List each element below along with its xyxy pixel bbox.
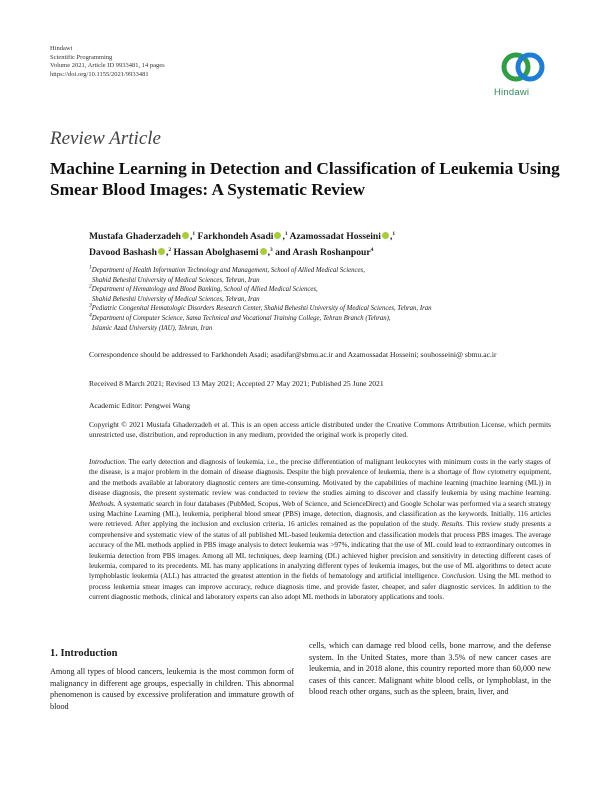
affiliation-item: $^2$Department of Hematology and Blood Banking, School of Allied Medical Sciences,	[89, 283, 318, 294]
volume-info: Volume 2021, Article ID 9933481, 14 pages	[50, 62, 165, 69]
publication-dates: Received 8 March 2021; Revised 13 May 2021; Accepted 27 May 2021; Published 25 June 2021	[89, 379, 384, 388]
body-column-left: Among all types of blood cancers, leukemia is the most common form of malignancy in different age groups, especially in children. This abnormal phenomenon is caused by excessive proliferation and immature growth of blood	[50, 667, 294, 711]
author-affil-sup: 1	[192, 230, 196, 237]
orcid-icon[interactable]	[158, 248, 165, 255]
journal-meta	[50, 45, 165, 79]
affiliation-item: Islamic Azad University (IAU), Tehran, Iran	[92, 324, 213, 332]
author-affil-sup: 3	[270, 246, 273, 253]
body-column-right: cells, which can damage red blood cells, bone marrow, and the defense system. In the United States, more than 3.5% of new cancer cases are leukemia, and in 2018 alone, this country reported more than 60,000 new cases of this cancer. Malignant white blood cells, or lymphoblast, in the blood reach other organs, such as the spleen, brain, liver, and	[309, 641, 551, 697]
academic-editor: Academic Editor: Pengwei Wang	[89, 401, 191, 410]
affiliation-item: Shahid Beheshti University of Medical Sciences, Tehran, Iran	[92, 295, 260, 303]
abstract-conclusion-text: Using the ML method to process leukemia smear images can improve accuracy, reduce diagnosis time, and provide faster, cheaper, and safer diagnostic services. In addition to the current diagnostic methods, clinical and laboratory experts can also adopt ML methods in laboratory applications and tools.	[89, 572, 551, 602]
author-name: Mustafa Ghaderzadeh	[89, 231, 181, 242]
journal-name: Scientific Programming	[50, 53, 113, 61]
publisher-name: Hindawi	[50, 45, 73, 52]
paper-title: Machine Learning in Detection and Classification of Leukemia Using Smear Blood Images: A Systematic Review	[50, 159, 560, 199]
abstract-conclusion-label: Conclusion.	[441, 572, 477, 581]
orcid-icon[interactable]	[182, 232, 189, 239]
author-affil-sup: 4	[370, 246, 374, 253]
copyright-notice: Copyright © 2021 Mustafa Ghaderzadeh et al. This is an open access article distributed under the Creative Commons Attribution License, which permits unrestricted use, distribution, and reproduction in any medium, provided the original work is properly cited.	[89, 420, 551, 440]
logo-rings-icon	[500, 48, 546, 86]
section-heading: 1. Introduction	[50, 648, 118, 659]
affiliation-item: $^3$Pediatric Congenital Hematologic Disorders Research Center, Shahid Beheshti University of Medical Sciences, Tehran, Iran	[89, 303, 432, 313]
author-affil-sup: 2	[168, 246, 172, 253]
author-name: Farkhondeh Asadi	[197, 231, 274, 242]
abstract-intro-text: The early detection and diagnosis of leukemia, i.e., the precise differentiation of malignant leukocytes with minimum costs in the early stages of the disease, is a major problem in the domain of disease diagnosis. Despite the high prevalence of leukemia, there is a shortage of flow cytometry equipment, and the methods available at laboratory diagnostic centers are time-consuming. Motivated by the capabilities of machine learning (machine learning (ML)) in disease diagnosis, the present systematic review was conducted to review the studies aiming to discover and classify leukemia by using machine learning.	[89, 458, 551, 498]
orcid-icon[interactable]	[382, 232, 389, 239]
hindawi-logo	[494, 48, 556, 98]
affiliation-item: $^1$Department of Health Information Technology and Management, School of Allied Medical Sciences,	[89, 264, 365, 274]
abstract-methods-text: A systematic search in four databases (PubMed, Scopus, Web of Science, and ScienceDirect) and Google Scholar was performed via a search strategy using Machine Learning (ML), leukemia, peripheral blood smear (PBS) image, detection, diagnosis, and classification as the keywords. Initially, 116 articles were retrieved. After applying the inclusion and exclusion criteria, 16 articles remained as the population of the study.	[89, 499, 551, 529]
author-name: Hassan Abolghasemi	[173, 247, 259, 258]
author-affil-sup: 1	[284, 230, 288, 237]
orcid-icon[interactable]	[274, 232, 281, 239]
abstract-results-label: Results.	[441, 520, 465, 529]
affiliations	[89, 266, 554, 333]
abstract-intro-label: Introduction.	[89, 458, 127, 466]
doi-link[interactable]: https://doi.org/10.1155/2021/9933481	[50, 70, 149, 78]
logo-text: Hindawi	[494, 87, 530, 98]
author-name: Davood Bashash	[89, 247, 157, 258]
affiliation-item: $^4$Department of Computer Science, Sama Technical and Vocational Training College, Tehran Branch (Tehran),	[89, 312, 391, 322]
abstract-methods-label: Methods.	[89, 499, 116, 508]
abstract-results-text: This review study presents a comprehensive and systematic view of the status of all published ML-based leukemia detection and classification models that process PBS images. The average accuracy of the ML methods applied in PBS image analysis to detect leukemia was >97%, indicating that the use of ML could lead to extraordinary outcomes in leukemia detection from PBS images. Among all ML techniques, deep learning (DL) achieved higher precision and sensitivity in detecting different cases of leukemia, compared to its precedents. ML has many applications in analyzing different types of leukemia images, but the use of ML algorithms to detect acute lymphoblastic leukemia (ALL) has attracted the greatest attention in the fields of hematology and artificial intelligence.	[89, 520, 551, 581]
author-name: Azamossadat Hosseini	[289, 231, 381, 242]
orcid-icon[interactable]	[260, 248, 267, 255]
author-affil-sup: 1	[392, 230, 396, 237]
article-type: Review Article	[50, 128, 161, 149]
author-name: Arash Roshanpour	[292, 247, 371, 258]
abstract	[89, 457, 551, 603]
correspondence: Correspondence should be addressed to Farkhondeh Asadi; asadifar@sbmu.ac.ir and Azamossadat Hosseini; souhosseini@ sbmu.ac.ir	[89, 350, 497, 359]
affiliation-item: Shahid Beheshti University of Medical Sciences, Tehran, Iran	[92, 276, 260, 284]
author-list: Mustafa Ghaderzadeh ,$^1$ Farkhondeh Asadi ,$^1$ Azamossadat Hosseini ,$^1$ Davood Bashash ,$^2$ Hassan Abolghasemi ,$^3$ and Arash Roshanpour$^4$	[89, 230, 396, 258]
